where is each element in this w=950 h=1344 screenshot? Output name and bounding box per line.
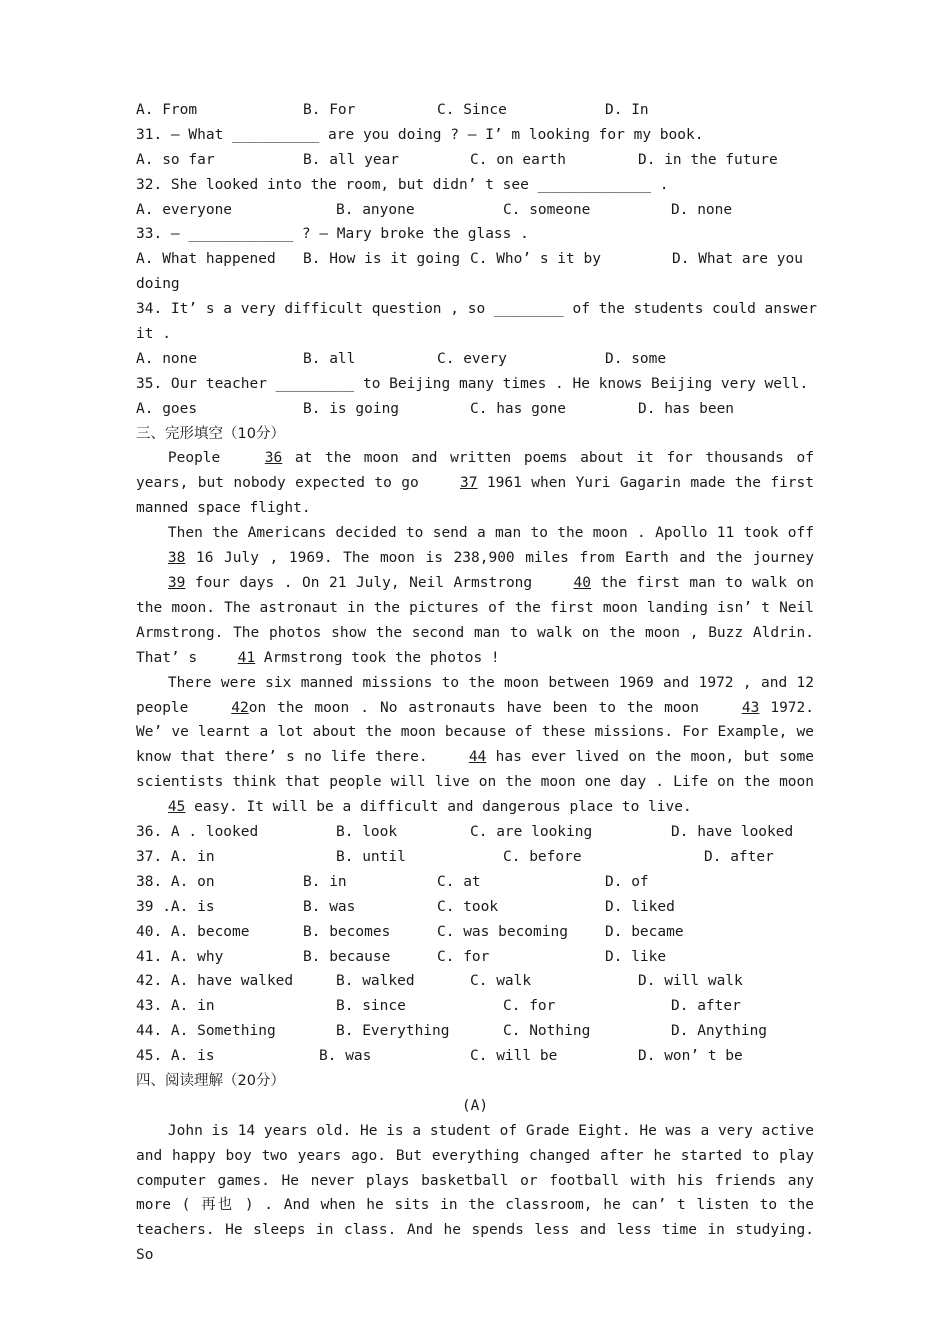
option-d: D. some	[605, 350, 667, 367]
cloze-options-37	[136, 845, 814, 870]
option-a: A. so far	[136, 151, 215, 168]
question-33-stem: 33. — ____________ ? — Mary broke the glass .	[136, 226, 529, 243]
option-c: C. someone	[503, 201, 591, 218]
option-a: 45. A. is	[136, 1048, 215, 1065]
option-b: B. becomes	[303, 923, 391, 940]
option-b: B. until	[336, 848, 406, 865]
question-31-stem: 31. — What __________ are you doing ? — I’ m looking for my book.	[136, 126, 704, 143]
option-d: D. have looked	[671, 824, 794, 841]
blank-41: 41	[237, 649, 256, 666]
option-b: B. is going	[303, 400, 400, 417]
option-b: B. was	[303, 898, 356, 915]
reading-paragraph: John is 14 years old. He is a student of Grade Eight. He was a very active and happy boy two years ago. But everything changed after he started to play computer games. He never plays basketball or football with his friends any more ( 再也 ) . And when he sits in the classroom, he can’ t listen to the teachers. He sleeps in class. And he spends less and less time in studying. So	[136, 1122, 814, 1264]
cloze-options-43	[136, 994, 814, 1019]
option-c: C. walk	[470, 973, 532, 990]
option-d: D. became	[605, 923, 684, 940]
option-d: D. What are you	[672, 251, 803, 268]
option-b: B. in	[303, 873, 347, 890]
cloze-options	[136, 820, 814, 1069]
option-c: C. for	[503, 998, 556, 1015]
text: has ever lived on the moon, but some scientists think that people will live on the moon one day . Life on the moon	[136, 749, 814, 791]
option-c: C. for	[437, 948, 490, 965]
blank-38: 38	[167, 550, 186, 567]
option-a: 36. A . looked	[136, 824, 259, 841]
option-d-continuation: doing	[136, 276, 180, 293]
blank-39: 39	[167, 575, 186, 591]
option-b: B. walked	[336, 973, 415, 990]
question-32-stem: 32. She looked into the room, but didn’ t see _____________ .	[136, 176, 669, 193]
text: 1961 when Yuri Gagarin made the first manned space flight.	[136, 475, 814, 517]
option-d: D. won’ t be	[638, 1048, 743, 1065]
text: People	[167, 450, 233, 467]
option-a: A. everyone	[136, 201, 233, 218]
option-c: C. Since	[437, 102, 507, 118]
option-a: 39 .A. is	[136, 898, 215, 915]
cloze-paragraph-3	[136, 671, 814, 820]
option-c: C. before	[503, 848, 582, 865]
options-row-34	[136, 347, 814, 372]
option-a: 41. A. why	[136, 948, 224, 965]
option-b: B. because	[303, 948, 391, 965]
blank-42: 42	[231, 699, 249, 716]
option-b: B. Everything	[336, 1023, 450, 1040]
option-a: 40. A. become	[136, 923, 250, 940]
option-b: B. was	[319, 1048, 372, 1065]
text: the first man to walk on the moon. The astronaut in the pictures of the first moon landing isn’ t Neil Armstrong. The photos show the second man to walk on the moon , Buzz Aldrin. That’ s	[136, 575, 814, 666]
cloze-paragraph-2	[136, 521, 814, 670]
option-c: C. are looking	[470, 824, 593, 841]
cloze-options-44	[136, 1019, 814, 1044]
options-row-32	[136, 198, 814, 223]
option-d: D. in the future	[638, 151, 778, 168]
option-a: 42. A. have walked	[136, 973, 294, 990]
option-c: C. was becoming	[437, 923, 568, 940]
section-4-title: 四、阅读理解（20分）	[136, 1072, 285, 1089]
cloze-options-39	[136, 895, 814, 920]
question-34-stem-continuation: it .	[136, 326, 171, 343]
options-row-33	[136, 247, 814, 272]
option-c: C. on earth	[470, 151, 567, 168]
cloze-options-38	[136, 870, 814, 895]
text: four days . On 21 July, Neil Armstrong	[185, 575, 542, 591]
passage-label: (A)	[461, 1097, 489, 1114]
text: 1972. We’ ve learnt a lot about the moon because of these missions. For Example, we know that there’ s no life there.	[136, 699, 814, 766]
option-a: A. What happened	[136, 251, 276, 268]
text: Armstrong took the photos !	[255, 649, 500, 666]
option-a: 38. A. on	[136, 873, 215, 890]
option-a: 44. A. Something	[136, 1023, 276, 1040]
reading-passage	[136, 1119, 814, 1268]
cloze-passage	[136, 446, 814, 820]
text: on the moon . No astronauts have been to the moon	[248, 699, 710, 716]
option-d: D. of	[605, 873, 649, 890]
option-c: C. took	[437, 898, 499, 915]
option-d: D. has been	[638, 400, 735, 417]
cloze-paragraph-1	[136, 446, 814, 521]
option-a: A. goes	[136, 400, 198, 417]
option-d: D. after	[671, 998, 741, 1015]
option-c: C. at	[437, 873, 481, 890]
section-3-title: 三、完形填空（10分）	[136, 425, 285, 442]
option-b: B. since	[336, 998, 406, 1015]
question-35-stem: 35. Our teacher _________ to Beijing many times . He knows Beijing very well.	[136, 375, 809, 392]
text: There were six manned missions to the moon between 1969 and 1972 , and 12 people	[136, 674, 814, 716]
blank-36: 36	[264, 450, 283, 467]
option-c: C. Nothing	[503, 1023, 591, 1040]
option-d: D. none	[671, 201, 733, 218]
option-b: B. For	[303, 102, 356, 118]
option-d: D. liked	[605, 898, 675, 915]
option-a: 37. A. in	[136, 848, 215, 865]
option-c: C. every	[437, 350, 507, 367]
blank-43: 43	[741, 699, 760, 716]
text: easy. It will be a difficult and dangerous place to live.	[185, 799, 692, 816]
cloze-options-45	[136, 1044, 814, 1069]
option-d: D. In	[605, 102, 649, 118]
option-b: B. all year	[303, 151, 400, 168]
option-c: C. has gone	[470, 400, 567, 417]
cloze-options-40	[136, 920, 814, 945]
option-b: B. look	[336, 824, 398, 841]
option-a: 43. A. in	[136, 998, 215, 1015]
options-row-30	[136, 98, 814, 123]
option-a: A. From	[136, 102, 198, 118]
blank-44: 44	[468, 749, 487, 766]
option-d: D. Anything	[671, 1023, 768, 1040]
cloze-options-36	[136, 820, 814, 845]
option-a: A. none	[136, 350, 198, 367]
question-34-stem: 34. It’ s a very difficult question , so ________ of the students could answer	[136, 301, 817, 318]
option-d: D. like	[605, 948, 667, 965]
cloze-options-41	[136, 945, 814, 970]
options-row-31	[136, 148, 814, 173]
option-b: B. How is it going	[303, 251, 461, 268]
option-d: D. after	[704, 848, 774, 865]
cloze-options-42	[136, 969, 814, 994]
text: 16 July , 1969. The moon is 238,900 miles from Earth and the journey	[185, 550, 814, 567]
blank-37: 37	[460, 475, 478, 492]
option-d: D. will walk	[638, 973, 743, 990]
text: Then the Americans decided to send a man to the moon . Apollo 11 took off	[167, 525, 814, 542]
option-b: B. anyone	[336, 201, 415, 218]
blank-45: 45	[167, 799, 186, 816]
text: at the moon and written poems about it for thousands of years, but nobody expected to go	[136, 450, 814, 492]
exam-page	[136, 98, 817, 1268]
option-b: B. all	[303, 350, 356, 367]
blank-40: 40	[573, 575, 592, 591]
option-c: C. Who’ s it by	[470, 251, 601, 268]
option-c: C. will be	[470, 1048, 558, 1065]
options-row-35	[136, 397, 814, 422]
